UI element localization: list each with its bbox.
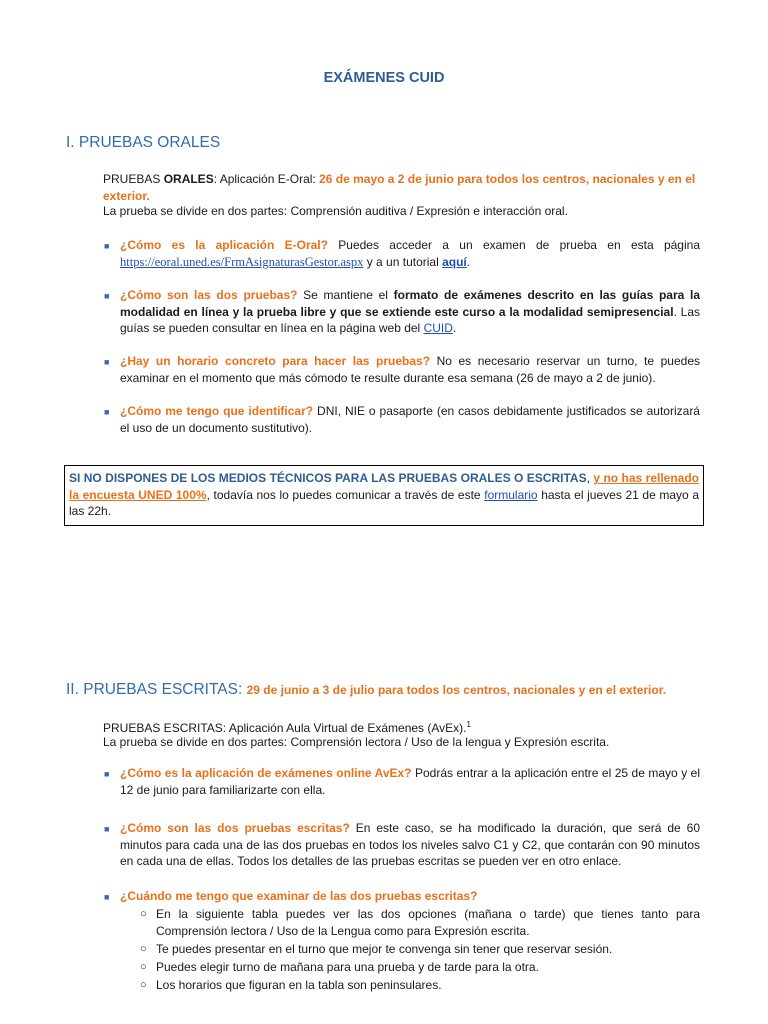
escritas-bullet-3: [104, 888, 700, 906]
bullet-text: Podrás entrar a la aplicación entre el 25 de mayo y el 12 de junio para familiarizarte con ella.: [120, 766, 701, 797]
escritas-heading: II. PRUEBAS ESCRITAS:: [66, 681, 247, 698]
escritas-dates: 29 de junio a 3 de julio para todos los centros, nacionales y en el exterior.: [246, 683, 667, 697]
sub-text: Los horarios que figuran en la tabla son peninsulares.: [156, 978, 442, 992]
bullet-question: ¿Cómo es la aplicación E-Oral?: [120, 238, 328, 252]
bullet-text: Puedes acceder a un examen de prueba en esta página: [327, 238, 700, 252]
orales-bullet-3: [104, 353, 700, 386]
sub-text: Te puedes presentar en el turno que mejor te convenga sin tener que reservar sesión.: [156, 942, 613, 956]
notice-text: , todavía nos lo puedes comunicar a través de este: [206, 487, 485, 502]
orales-dates: 26 de mayo a 2 de junio para todos los centros, nacionales y en el exterior.: [103, 172, 696, 203]
bullet-text: .: [466, 254, 471, 269]
notice-orange: y no has rellenado la encuesta UNED 100%: [69, 471, 699, 502]
square-bullet-icon: ■: [104, 357, 110, 367]
bullet-question: ¿Cómo es la aplicación de exámenes online AvEx?: [120, 766, 412, 780]
sub-text: Puedes elegir turno de mañana para una prueba y de tarde para la otra.: [156, 960, 539, 974]
document-title: EXÁMENES CUID: [323, 70, 445, 86]
notice-text: hasta el jueves 21 de mayo a las 22h.: [69, 487, 700, 518]
orales-bullet-1: [104, 237, 700, 270]
square-bullet-icon: ■: [104, 241, 110, 251]
notice-box: [64, 465, 704, 526]
notice-caps: SI NO DISPONES DE LOS MEDIOS TÉCNICOS PARA LAS PRUEBAS ORALES O ESCRITAS: [69, 471, 587, 485]
orales-bullet-2: [104, 287, 700, 337]
square-bullet-icon: ■: [104, 291, 110, 301]
orales-line1-mid: : Aplicación E-Oral:: [213, 172, 320, 186]
tutorial-link[interactable]: aquí: [442, 254, 467, 269]
circle-bullet-icon: ○: [140, 979, 147, 991]
bullet-question: ¿Cómo son las dos pruebas escritas?: [120, 821, 350, 835]
bullet-bold-text: formato de exámenes descrito en las guías para la modalidad en línea y la prueba libre y que se extiende este curso a la modalidad semipresencial: [120, 288, 701, 319]
escritas-bullet-1: [104, 765, 700, 798]
escritas-sub-1: [140, 906, 700, 939]
escritas-sub-3: [140, 959, 700, 976]
bullet-text: y a un tutorial: [363, 254, 443, 269]
formulario-link[interactable]: formulario: [484, 487, 538, 502]
notice-comma: ,: [586, 471, 594, 485]
section-heading-escritas: [66, 681, 666, 699]
orales-line1-prefix: PRUEBAS: [103, 172, 164, 186]
eoral-url-link[interactable]: https://eoral.uned.es/FrmAsignaturasGestor.aspx: [120, 254, 364, 269]
escritas-sub-4: [140, 977, 700, 994]
circle-bullet-icon: ○: [140, 908, 147, 920]
square-bullet-icon: ■: [104, 824, 110, 834]
orales-intro: [103, 171, 703, 204]
bullet-text: En este caso, se ha modificado la duración, que será de 60 minutos para cada una de las dos pruebas en todos los niveles salvo C1 y C2, que contarán con 90 minutos en cada una de ellas. Todos los detalles de las pruebas escritas se pueden ver en otro enlace.: [120, 821, 700, 868]
bullet-text: .: [452, 321, 457, 335]
bullet-text: Se mantiene el: [297, 288, 394, 302]
bullet-question: ¿Cuándo me tengo que examinar de las dos pruebas escritas?: [120, 889, 478, 903]
orales-line1-bold: ORALES: [163, 172, 214, 186]
bullet-question: ¿Cómo me tengo que identificar?: [120, 404, 314, 418]
escritas-line1-text: PRUEBAS ESCRITAS: Aplicación Aula Virtual de Exámenes (AvEx).: [103, 721, 467, 735]
bullet-question: ¿Cómo son las dos pruebas?: [120, 288, 298, 302]
bullet-text: No es necesario reservar un turno, te puedes examinar en el momento que más cómodo te resulte durante esa semana (26 de mayo a 2 de junio).: [120, 354, 701, 385]
escritas-bullet-2: [104, 820, 700, 870]
section-heading-orales: I. PRUEBAS ORALES: [66, 134, 221, 151]
square-bullet-icon: ■: [104, 769, 110, 779]
circle-bullet-icon: ○: [140, 943, 147, 955]
orales-line2: La prueba se divide en dos partes: Comprensión auditiva / Expresión e interacción oral.: [103, 204, 568, 218]
escritas-line2: La prueba se divide en dos partes: Comprensión lectora / Uso de la lengua y Expresión escrita.: [103, 735, 610, 749]
escritas-sub-2: [140, 941, 700, 958]
square-bullet-icon: ■: [104, 892, 110, 902]
bullet-text: DNI, NIE o pasaporte (en casos debidamente justificados se autorizará el uso de un documento sustitutivo).: [120, 404, 700, 435]
bullet-text: . Las guías se pueden consultar en línea en la página web del: [120, 304, 701, 335]
bullet-question: ¿Hay un horario concreto para hacer las pruebas?: [120, 354, 431, 368]
orales-bullet-4: [104, 403, 700, 436]
sub-text: En la siguiente tabla puedes ver las dos opciones (mañana o tarde) que tienes tanto para Comprensión lectora / Uso de la Lengua como para Expresión escrita.: [156, 907, 700, 938]
circle-bullet-icon: ○: [140, 961, 147, 973]
footnote-marker: 1: [466, 720, 471, 729]
square-bullet-icon: ■: [104, 407, 110, 417]
cuid-link[interactable]: CUID: [423, 321, 453, 335]
